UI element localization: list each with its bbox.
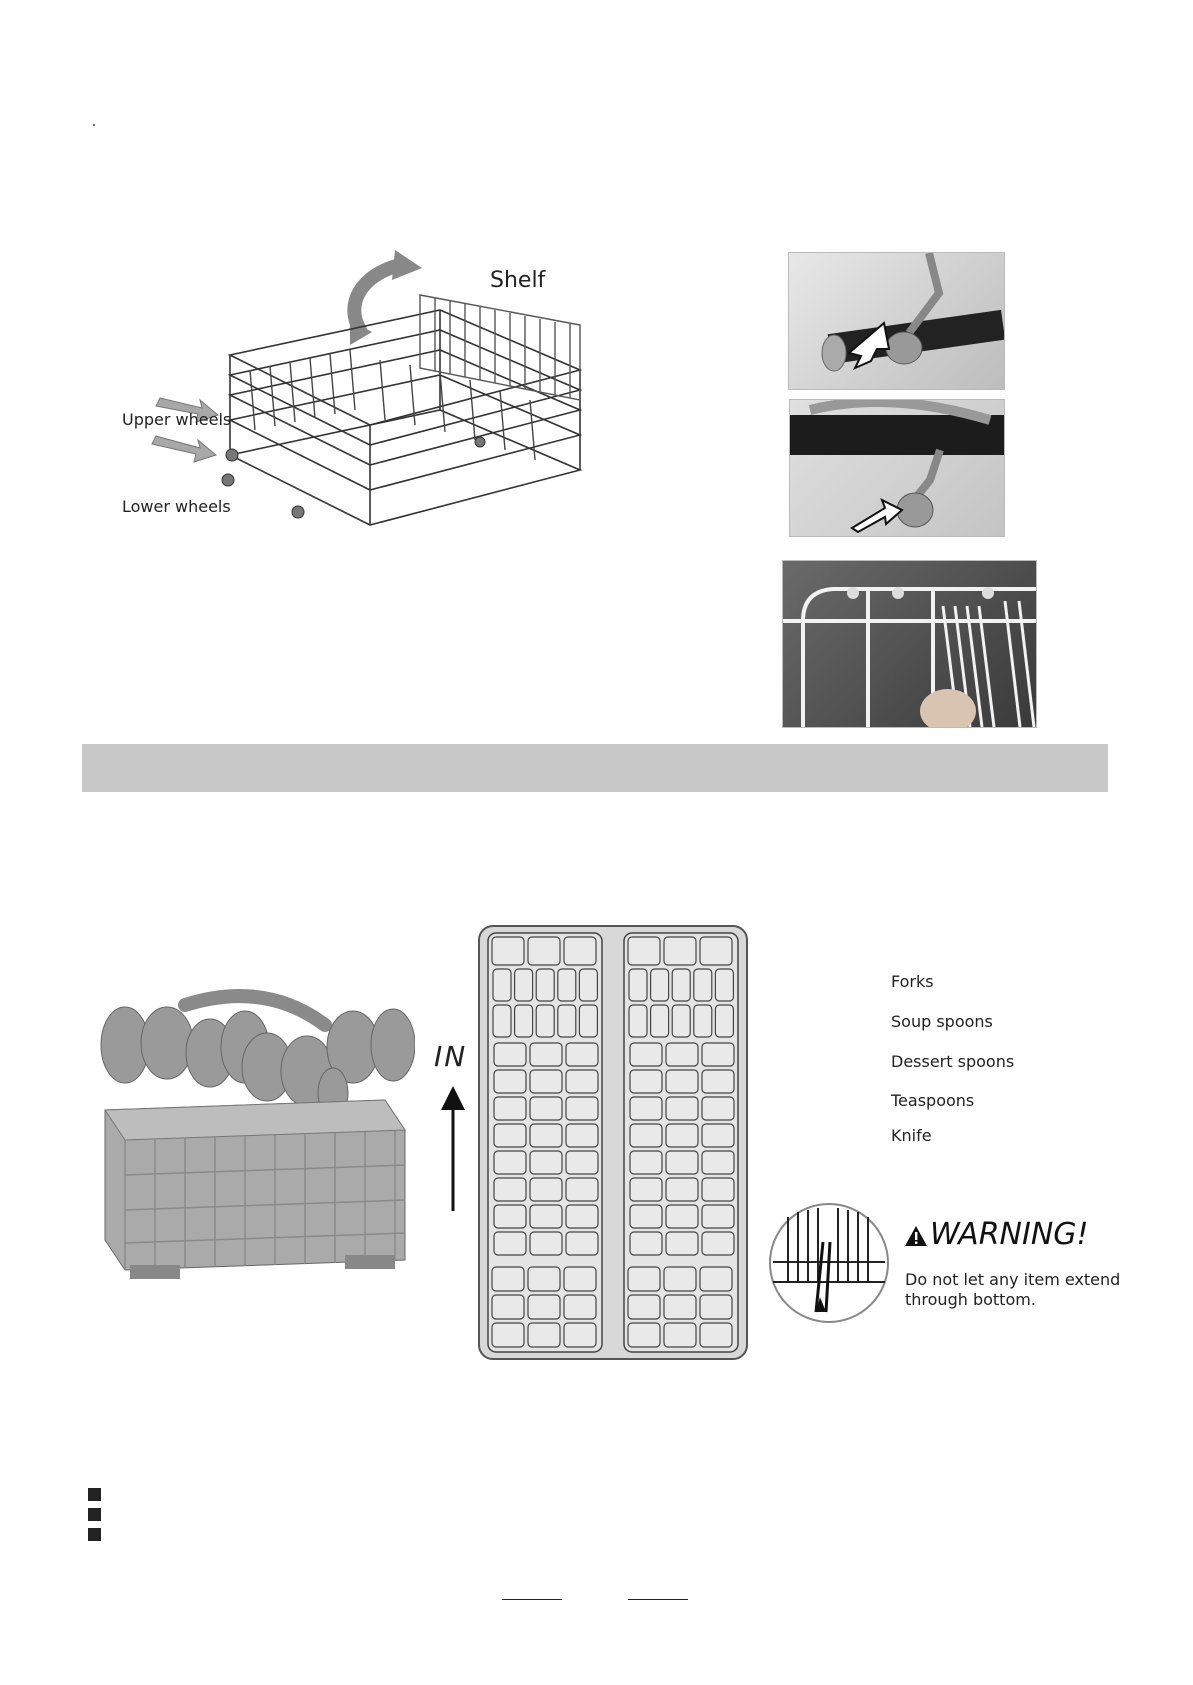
grid-cell — [492, 1267, 524, 1291]
grid-cell — [536, 969, 554, 1001]
grid-cell — [630, 1043, 662, 1066]
cutlery-basket-illustration — [95, 985, 415, 1290]
grid-cell — [530, 1205, 562, 1228]
grid-cell — [630, 1178, 662, 1201]
arrow-icon — [852, 500, 902, 532]
grid-cell — [666, 1124, 698, 1147]
shelf-label: Shelf — [490, 268, 546, 293]
grid-cell — [528, 1295, 560, 1319]
section-header-bar — [82, 744, 1108, 792]
grid-cell — [566, 1232, 598, 1255]
grid-cell — [492, 1323, 524, 1347]
grid-cell — [702, 1151, 734, 1174]
grid-cell — [579, 969, 597, 1001]
bullet-square-2 — [88, 1508, 101, 1521]
grid-cell — [666, 1043, 698, 1066]
footer-rule-left — [502, 1599, 562, 1600]
grid-cell — [564, 1267, 596, 1291]
warning-text-line1: Do not let any item extend — [905, 1270, 1121, 1289]
grid-cell — [515, 969, 533, 1001]
warning-triangle-icon — [905, 1226, 927, 1246]
grid-cell — [694, 969, 712, 1001]
wheel-photo-middle — [789, 399, 1005, 537]
legend-forks: Forks — [891, 972, 934, 991]
grid-cell — [558, 1005, 576, 1037]
grid-cell — [630, 1097, 662, 1120]
bullet-square-1 — [88, 1488, 101, 1501]
grid-cell — [566, 1124, 598, 1147]
grid-cell — [494, 1124, 526, 1147]
grid-cell — [566, 1205, 598, 1228]
grid-cell — [566, 1178, 598, 1201]
grid-cell — [651, 969, 669, 1001]
upper-wheels-label: Upper wheels — [122, 410, 232, 429]
grid-cell — [536, 1005, 554, 1037]
grid-cell — [702, 1043, 734, 1066]
grid-cell — [566, 1151, 598, 1174]
grid-cell — [715, 969, 733, 1001]
grid-cell — [672, 1005, 690, 1037]
direction-label: IN — [434, 1040, 468, 1073]
grid-cell — [530, 1232, 562, 1255]
legend-knife: Knife — [891, 1126, 932, 1145]
legend-teaspoons: Teaspoons — [891, 1091, 975, 1110]
grid-cell — [702, 1205, 734, 1228]
grid-cell — [566, 1043, 598, 1066]
grid-cell — [702, 1097, 734, 1120]
grid-cell — [494, 1151, 526, 1174]
grid-cell — [492, 937, 524, 965]
grid-cell — [530, 1178, 562, 1201]
grid-cell — [629, 1005, 647, 1037]
grid-cell — [666, 1178, 698, 1201]
grid-cell — [702, 1178, 734, 1201]
grid-cell — [558, 969, 576, 1001]
grid-cell — [494, 1205, 526, 1228]
grid-cell — [672, 969, 690, 1001]
grid-cell — [628, 937, 660, 965]
grid-cell — [628, 1323, 660, 1347]
grid-cell — [630, 1124, 662, 1147]
grid-cell — [566, 1097, 598, 1120]
grid-cell — [630, 1232, 662, 1255]
grid-cell — [493, 969, 511, 1001]
grid-cell — [628, 1267, 660, 1291]
grid-cell — [630, 1205, 662, 1228]
grid-cell — [493, 1005, 511, 1037]
rack-photo-bottom — [782, 560, 1037, 728]
grid-cell — [702, 1124, 734, 1147]
grid-cell — [528, 937, 560, 965]
grid-cell — [694, 1005, 712, 1037]
grid-cell — [564, 1295, 596, 1319]
grid-cell — [666, 1232, 698, 1255]
grid-cell — [700, 1267, 732, 1291]
grid-cell — [715, 1005, 733, 1037]
grid-cell — [494, 1232, 526, 1255]
grid-cell — [664, 937, 696, 965]
warning-title: WARNING! — [930, 1217, 1089, 1252]
grid-cell — [700, 937, 732, 965]
grid-cell — [494, 1043, 526, 1066]
grid-cell — [628, 1295, 660, 1319]
cutlery-basket-top-view — [478, 925, 748, 1360]
grid-cell — [528, 1323, 560, 1347]
grid-cell — [629, 969, 647, 1001]
grid-cell — [630, 1151, 662, 1174]
grid-cell — [700, 1295, 732, 1319]
grid-cell — [664, 1267, 696, 1291]
grid-cell — [666, 1151, 698, 1174]
grid-cell — [494, 1178, 526, 1201]
grid-cell — [528, 1267, 560, 1291]
grid-cell — [530, 1124, 562, 1147]
legend-dessert-spoons: Dessert spoons — [891, 1052, 1015, 1071]
grid-cell — [702, 1070, 734, 1093]
grid-cell — [651, 1005, 669, 1037]
grid-cell — [515, 1005, 533, 1037]
grid-cell — [664, 1323, 696, 1347]
footer-rule-right — [628, 1599, 688, 1600]
grid-cell — [530, 1070, 562, 1093]
grid-cell — [579, 1005, 597, 1037]
grid-cell — [666, 1097, 698, 1120]
grid-cell — [494, 1070, 526, 1093]
lower-wheels-label: Lower wheels — [122, 497, 231, 516]
legend-soup-spoons: Soup spoons — [891, 1012, 993, 1031]
grid-cell — [700, 1323, 732, 1347]
warning-text-line2: through bottom. — [905, 1290, 1036, 1309]
grid-cell — [702, 1232, 734, 1255]
grid-cell — [530, 1151, 562, 1174]
grid-cell — [494, 1097, 526, 1120]
warning-detail-illustration — [768, 1202, 890, 1324]
grid-cell — [664, 1295, 696, 1319]
grid-cell — [530, 1043, 562, 1066]
grid-cell — [630, 1070, 662, 1093]
grid-cell — [564, 1323, 596, 1347]
grid-cell — [564, 937, 596, 965]
grid-cell — [530, 1097, 562, 1120]
arrow-up-icon — [440, 1086, 466, 1211]
grid-cell — [566, 1070, 598, 1093]
bullet-square-3 — [88, 1528, 101, 1541]
wheel-photo-top — [788, 252, 1005, 390]
grid-cell — [492, 1295, 524, 1319]
grid-cell — [666, 1205, 698, 1228]
stray-dot — [93, 124, 95, 126]
grid-cell — [666, 1070, 698, 1093]
